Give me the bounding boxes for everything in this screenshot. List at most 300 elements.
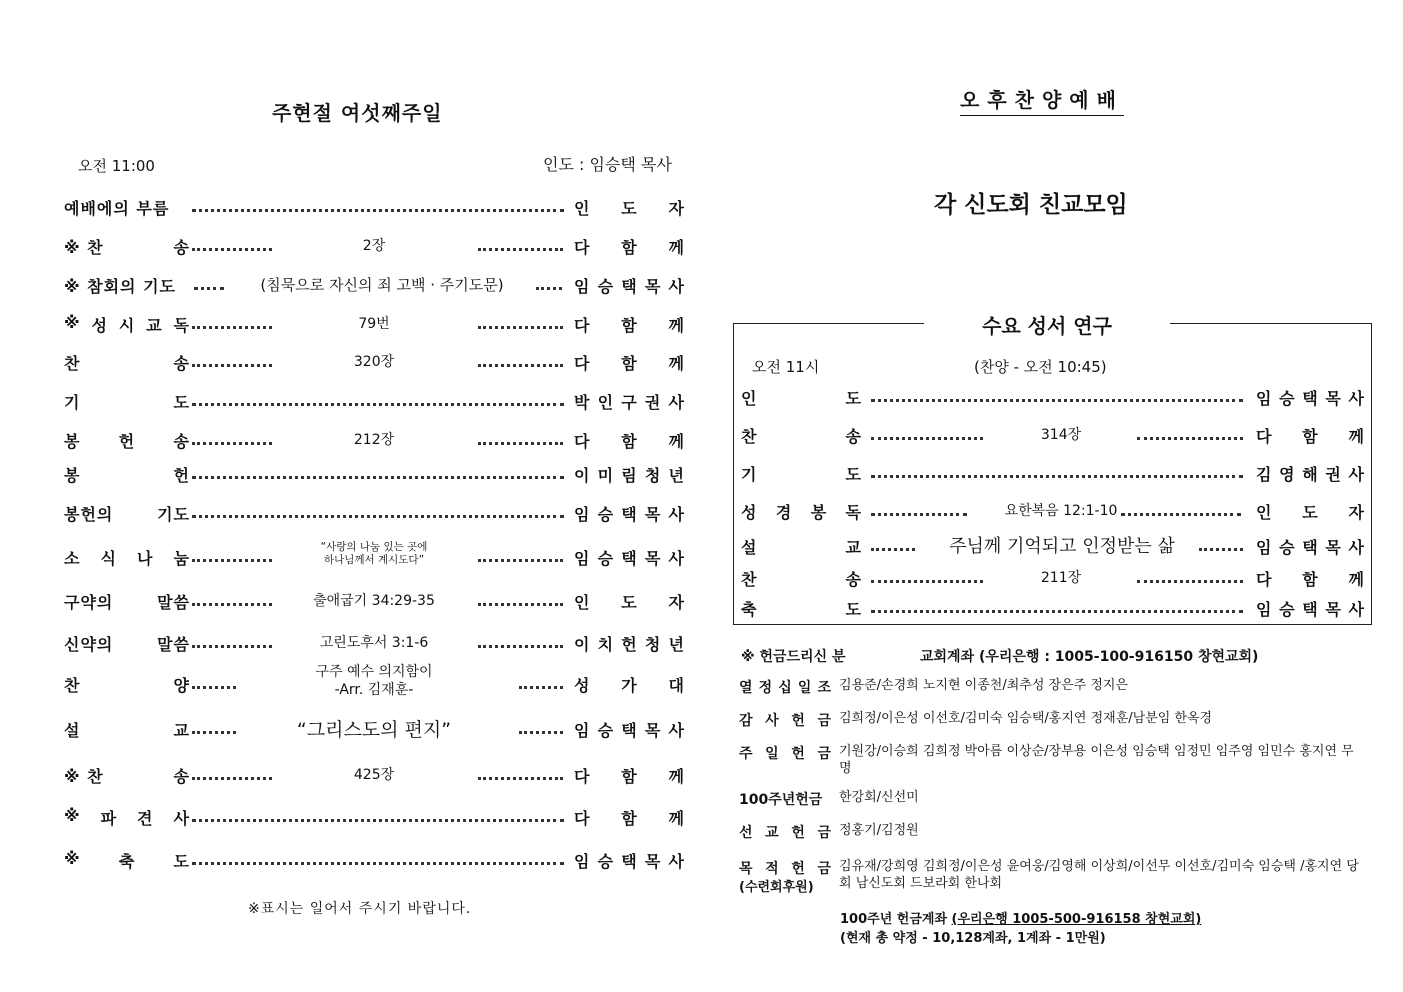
worship-row-label-part: ※ — [64, 806, 81, 825]
offering-names: 김유재/강희영 김희정/이은성 윤여웅/김영해 이상희/이선무 이선호/김미숙 임승택 /홍지연 당회 남신도회 드보라회 한나회 — [839, 859, 1359, 891]
wednesday-row-label-part: 설 — [741, 538, 757, 557]
dot-leader — [194, 287, 224, 290]
offering-label-char: 헌 — [791, 746, 805, 762]
worship-row-leader-part: 가 — [621, 676, 637, 695]
worship-row-leader — [574, 274, 684, 297]
dot-leader — [192, 603, 272, 606]
worship-row-label-part: 송 — [173, 354, 190, 373]
worship-row — [64, 764, 684, 790]
worship-row-leader-part: 인 — [574, 593, 590, 612]
dot-leader — [478, 603, 563, 606]
wednesday-row-leader-part: 임 — [1256, 389, 1272, 408]
worship-row-leader-part: 임 — [574, 505, 590, 524]
offering-names: 정홍기/김정원 — [839, 823, 919, 838]
offering-label-char: 열 — [739, 680, 753, 696]
worship-row-label — [64, 590, 190, 613]
offering-label-char: 십 — [778, 680, 792, 696]
offering-label-char: 금 — [817, 861, 831, 877]
worship-row-leader-part: 승 — [597, 277, 614, 296]
wednesday-row-leader — [1256, 386, 1364, 409]
wednesday-row-leader-part: 승 — [1279, 389, 1295, 408]
dot-leader — [478, 777, 563, 780]
dot-leader — [478, 364, 563, 367]
worship-row-leader-part: 께 — [668, 432, 684, 451]
worship-row-leader — [574, 718, 684, 741]
dot-leader — [478, 645, 563, 648]
worship-row-label-part: 봉헌의 — [64, 505, 114, 524]
worship-row-leader — [574, 806, 684, 829]
offering-names: 김희정/이은성 이선호/김미숙 임승택/홍지연 정재훈/남분임 한옥경 — [839, 711, 1213, 726]
wednesday-row-label-part: 도 — [845, 389, 861, 408]
wednesday-row — [741, 535, 1364, 561]
wednesday-row-detail: 314장 — [1040, 427, 1082, 443]
offering-label-char: 금 — [817, 713, 831, 729]
worship-row-leader-part: 택 — [621, 549, 637, 568]
worship-row-label-part: 소 — [64, 549, 81, 568]
worship-row — [64, 718, 684, 744]
worship-row-leader-part: 도 — [621, 593, 637, 612]
wednesday-row — [741, 567, 1364, 593]
offering-names: 한강회/신선미 — [839, 790, 919, 805]
offering-heading: ※ 헌금드리신 분 — [741, 649, 846, 665]
worship-row-detail: 2장 — [362, 238, 386, 254]
wednesday-row-leader-part: 께 — [1348, 427, 1364, 446]
worship-row-leader-part: 인 — [574, 199, 590, 218]
wednesday-row-leader-part: 사 — [1348, 465, 1364, 484]
wednesday-row-leader-part: 목 — [1325, 600, 1341, 619]
wednesday-row-leader-part: 사 — [1348, 538, 1364, 557]
wednesday-row-leader-part: 임 — [1256, 600, 1272, 619]
afternoon-service-title: 오후찬양예배 — [960, 84, 1124, 116]
wednesday-row-leader-part: 함 — [1302, 427, 1318, 446]
centennial-account — [840, 908, 1201, 927]
worship-row-detail: 79번 — [358, 316, 390, 332]
offering-label-char: 일 — [797, 680, 812, 696]
worship-row-leader-part: 구 — [621, 393, 637, 412]
wednesday-row-leader-part: 승 — [1279, 600, 1295, 619]
dot-leader — [192, 515, 564, 518]
dot-leader — [871, 437, 983, 440]
worship-row-label — [64, 351, 190, 374]
worship-row-label-part: ※ 찬 — [64, 238, 104, 257]
offering-label — [739, 822, 831, 842]
wednesday-row-label-part: 도 — [845, 465, 861, 484]
wednesday-study-title: 수요 성서 연구 — [924, 310, 1170, 340]
worship-row-label — [64, 235, 190, 258]
worship-row-leader-part: 다 — [574, 354, 590, 373]
wednesday-row-leader-part: 택 — [1302, 600, 1318, 619]
wednesday-row-detail: 211장 — [1040, 570, 1082, 586]
offering-label-char: 헌 — [791, 713, 805, 729]
worship-row-detail: 출애굽기 34:29-35 — [313, 593, 435, 609]
offering-label-char: 감 — [739, 713, 753, 729]
worship-row-detail-line: 하나님께서 계시도다” — [323, 554, 425, 566]
dot-leader — [1199, 548, 1243, 551]
worship-row-label-part: 파 — [100, 809, 118, 828]
worship-row-label-part: ※ — [64, 313, 81, 332]
worship-row-leader-part: 사 — [668, 721, 684, 740]
worship-row-detail: 고린도후서 3:1-6 — [319, 635, 429, 651]
dot-leader — [478, 559, 563, 562]
service-time: 오전 11:00 — [78, 157, 155, 175]
wednesday-row-leader-part: 목 — [1325, 538, 1341, 557]
worship-row-leader-part: 목 — [644, 852, 661, 871]
offering-label-char: 사 — [765, 713, 779, 729]
worship-row-leader — [574, 632, 684, 655]
worship-row-label — [64, 390, 190, 413]
dot-leader — [192, 731, 236, 734]
wednesday-row-leader-part: 김 — [1256, 465, 1272, 484]
worship-row-leader-part: 께 — [668, 238, 684, 257]
centennial-account-number: (우리은행 1005-500-916158 창현교회) — [951, 912, 1202, 927]
worship-row-leader-part: 사 — [668, 277, 684, 296]
wednesday-row-label-part: 찬 — [741, 427, 757, 446]
worship-row — [64, 196, 684, 222]
worship-row-leader-part: 이 — [574, 635, 590, 654]
pledge-status: (현재 총 약정 - 10,128계좌, 1계좌 - 1만원) — [840, 931, 1106, 946]
worship-row-detail-line: “사랑의 나눔 있는 곳에 — [320, 541, 428, 553]
worship-row-leader-part: 다 — [574, 809, 590, 828]
worship-row-leader-part: 께 — [668, 767, 684, 786]
wednesday-row-leader-part: 자 — [1348, 503, 1364, 522]
worship-row-label-part: 기 — [64, 393, 81, 412]
dot-leader — [192, 777, 272, 780]
wednesday-row-leader — [1256, 535, 1364, 558]
dot-leader — [1137, 437, 1243, 440]
dot-leader — [192, 403, 564, 406]
wednesday-row — [741, 386, 1364, 412]
offering-label-char: 금 — [817, 746, 831, 762]
worship-row-label-part: 신약의 — [64, 635, 114, 654]
worship-row-label-part: 식 — [100, 549, 117, 568]
wednesday-row-leader-part: 께 — [1348, 570, 1364, 589]
worship-row-label — [64, 673, 190, 696]
dot-leader — [478, 442, 563, 445]
worship-row-leader — [574, 764, 684, 787]
wednesday-hymn-time: (찬양 - 오전 10:45) — [974, 358, 1107, 376]
wednesday-row-leader-part: 승 — [1279, 538, 1295, 557]
wednesday-row-leader-part: 다 — [1256, 427, 1272, 446]
worship-row-label-part: 교 — [173, 721, 190, 740]
worship-row-label — [64, 764, 190, 787]
worship-row-label-part: 사 — [173, 809, 190, 828]
worship-row-label-part: 송 — [173, 238, 190, 257]
service-leader: 인도 : 임승택 목사 — [543, 155, 672, 174]
worship-row-label-part: 예배에의 부름 — [64, 199, 170, 218]
worship-row-label-part: 기도 — [157, 505, 190, 524]
worship-row-detail — [274, 541, 474, 567]
worship-row-leader-part: 승 — [597, 505, 614, 524]
worship-row-leader-part: 께 — [668, 809, 684, 828]
worship-row-leader-part: 택 — [621, 721, 637, 740]
worship-row-leader — [574, 351, 684, 374]
wednesday-row-leader — [1256, 462, 1364, 485]
worship-row-leader-part: 미 — [597, 466, 614, 485]
wednesday-row-detail: 주님께 기억되고 인정받는 삶 — [949, 536, 1175, 557]
standing-note: ※표시는 일어서 주시기 바랍니다. — [248, 901, 472, 917]
dot-leader — [519, 731, 563, 734]
worship-row-leader-part: 권 — [644, 393, 661, 412]
wednesday-row-label-part: 봉 — [810, 503, 827, 522]
worship-row-leader-part: 임 — [574, 852, 590, 871]
offering-label-char: 조 — [817, 680, 831, 696]
offering-label-char: 주 — [739, 746, 753, 762]
worship-row-leader — [574, 463, 684, 486]
offering-label-char: 교 — [765, 825, 779, 841]
dot-leader — [871, 580, 983, 583]
wednesday-row-label-part: 독 — [845, 503, 861, 522]
wednesday-row — [741, 424, 1364, 450]
worship-row-label — [64, 718, 190, 741]
dot-leader — [192, 209, 564, 212]
worship-row-label — [64, 274, 190, 297]
offering-label-char: 헌 — [791, 825, 805, 841]
worship-row-leader-part: 택 — [621, 277, 637, 296]
worship-row-leader — [574, 849, 684, 872]
dot-leader — [1137, 580, 1243, 583]
worship-row-leader — [574, 196, 684, 219]
worship-row-detail-line: -Arr. 김재훈- — [334, 682, 414, 698]
wednesday-row-leader-part: 목 — [1325, 389, 1341, 408]
worship-row-leader — [574, 546, 684, 569]
dot-leader — [192, 645, 272, 648]
worship-row-label-part: 눔 — [173, 549, 190, 568]
worship-row-label-part: 송 — [173, 767, 190, 786]
worship-row-leader-part: 사 — [668, 505, 684, 524]
wednesday-row-label-part: 송 — [845, 427, 861, 446]
dot-leader — [871, 548, 915, 551]
offering-account: 교회계좌 (우리은행 : 1005-100-916150 창현교회) — [920, 649, 1259, 665]
worship-row-detail: 320장 — [353, 354, 395, 370]
wednesday-row-leader — [1256, 500, 1364, 523]
worship-row-leader-part: 승 — [597, 852, 614, 871]
worship-row-label-part: 설 — [64, 721, 81, 740]
worship-row-leader-part: 청 — [644, 466, 661, 485]
worship-row-label — [64, 502, 190, 525]
worship-row-leader-part: 사 — [668, 852, 684, 871]
fellowship-subtitle: 각 신도회 친교모임 — [934, 192, 1128, 218]
wednesday-row-leader-part: 인 — [1256, 503, 1272, 522]
wednesday-row-leader-part: 해 — [1302, 465, 1318, 484]
worship-row-label-part: 축 — [118, 852, 136, 871]
worship-row-leader-part: 함 — [621, 354, 637, 373]
worship-row-label-part: 도 — [173, 393, 190, 412]
dot-leader — [871, 399, 1243, 402]
worship-row — [64, 849, 684, 875]
wednesday-row-label-part: 경 — [775, 503, 792, 522]
worship-row-leader-part: 께 — [668, 354, 684, 373]
worship-row-leader-part: 자 — [668, 593, 684, 612]
worship-row — [64, 590, 684, 616]
worship-row-label — [64, 313, 190, 336]
dot-leader — [871, 610, 1243, 613]
dot-leader — [519, 686, 563, 689]
worship-row-label-part: ※ 참회의 기도 — [64, 277, 176, 296]
offering-names: 기원강/이승희 김희정 박아름 이상순/장부용 이은성 임승택 임정민 임주영 임민수 홍지연 무명 — [839, 744, 1354, 776]
dot-leader — [871, 513, 967, 516]
worship-row-detail-line: 구주 예수 의지함이 — [315, 664, 433, 680]
worship-row-leader-part: 임 — [574, 277, 590, 296]
dot-leader — [478, 326, 563, 329]
worship-row-label-part: 성 — [91, 316, 108, 335]
worship-row — [64, 235, 684, 261]
worship-row-leader — [574, 502, 684, 525]
service-title: 주현절 여섯째주일 — [272, 101, 443, 125]
worship-row-leader-part: 함 — [621, 238, 637, 257]
wednesday-row-label — [741, 597, 861, 620]
worship-row — [64, 664, 684, 699]
worship-row-leader-part: 이 — [574, 466, 590, 485]
wednesday-time: 오전 11시 — [752, 358, 820, 376]
dot-leader — [478, 248, 563, 251]
worship-row-leader-part: 다 — [574, 238, 590, 257]
worship-row-leader-part: 성 — [574, 676, 590, 695]
wednesday-row-detail: 요한복음 12:1-10 — [1004, 503, 1118, 519]
worship-row-leader-part: 도 — [621, 199, 637, 218]
worship-row-leader-part: 다 — [574, 767, 590, 786]
wednesday-row-leader-part: 함 — [1302, 570, 1318, 589]
worship-row-leader-part: 목 — [644, 721, 661, 740]
worship-row-label-part: 도 — [173, 852, 190, 871]
wednesday-row-leader-part: 택 — [1302, 538, 1318, 557]
worship-row-detail: 425장 — [353, 767, 395, 783]
worship-row-label — [64, 849, 190, 872]
worship-row-label — [64, 429, 190, 452]
wednesday-row-leader — [1256, 424, 1364, 447]
wednesday-row-leader — [1256, 567, 1364, 590]
wednesday-row — [741, 597, 1364, 623]
wednesday-row-label-part: 송 — [845, 570, 861, 589]
worship-row — [64, 390, 684, 416]
worship-row-leader-part: 승 — [597, 721, 614, 740]
wednesday-row-label-part: 도 — [845, 600, 861, 619]
worship-row — [64, 502, 684, 528]
worship-row-leader-part: 택 — [621, 852, 637, 871]
wednesday-row-label — [741, 386, 861, 409]
offering-sublabel: (수련회후원) — [739, 880, 814, 895]
worship-row-leader-part: 다 — [574, 432, 590, 451]
dot-leader — [192, 248, 272, 251]
wednesday-row — [741, 500, 1364, 526]
worship-row-label-part: 양 — [173, 676, 190, 695]
offering-label: 100주년헌금 — [739, 792, 823, 808]
dot-leader — [192, 819, 564, 822]
worship-row-leader — [574, 313, 684, 336]
dot-leader — [192, 326, 272, 329]
offering-label — [739, 710, 831, 730]
offering-label-char: 선 — [739, 825, 753, 841]
worship-row-leader-part: 승 — [597, 549, 614, 568]
dot-leader — [871, 475, 1243, 478]
worship-row-label-part: 교 — [146, 316, 163, 335]
worship-row-label — [64, 546, 190, 569]
dot-leader — [192, 442, 272, 445]
wednesday-row-label-part: 인 — [741, 389, 757, 408]
wednesday-row-leader — [1256, 597, 1364, 620]
worship-row-leader-part: 함 — [621, 432, 637, 451]
worship-row-label-part: ※ — [64, 849, 81, 868]
wednesday-row-leader-part: 사 — [1348, 389, 1364, 408]
worship-row-leader-part: 택 — [621, 505, 637, 524]
worship-row-leader-part: 림 — [621, 466, 637, 485]
dot-leader — [536, 287, 562, 290]
worship-row — [64, 429, 684, 455]
wednesday-row-leader-part: 다 — [1256, 570, 1272, 589]
worship-row — [64, 463, 684, 489]
wednesday-row-leader-part: 권 — [1325, 465, 1341, 484]
worship-row-label — [64, 463, 190, 486]
worship-row-leader-part: 년 — [668, 635, 684, 654]
offering-label-char: 목 — [739, 861, 753, 877]
worship-row-leader — [574, 590, 684, 613]
offering-label-char: 정 — [758, 680, 773, 696]
worship-row-label-part: 견 — [137, 809, 154, 828]
wednesday-row-label — [741, 535, 861, 558]
worship-row-label — [64, 196, 190, 219]
wednesday-row-label-part: 교 — [845, 538, 861, 557]
offering-label — [739, 858, 831, 878]
worship-row-label-part: 찬 — [64, 354, 81, 373]
offering-label-char: 금 — [817, 825, 831, 841]
worship-row-leader-part: 께 — [668, 316, 684, 335]
worship-row-detail: “그리스도의 편지” — [296, 719, 452, 741]
worship-row-leader-part: 목 — [644, 505, 661, 524]
offering-label — [739, 677, 831, 697]
worship-row-leader — [574, 673, 684, 696]
worship-row-detail — [274, 663, 474, 699]
worship-row-label — [64, 806, 190, 829]
worship-row-label-part: 송 — [173, 432, 190, 451]
wednesday-row-leader-part: 사 — [1348, 600, 1364, 619]
worship-row-leader — [574, 390, 684, 413]
worship-row-leader-part: 사 — [668, 549, 684, 568]
worship-row — [64, 313, 684, 339]
worship-row-label-part: 말씀 — [157, 593, 190, 612]
worship-row-leader-part: 자 — [668, 199, 684, 218]
wednesday-row-label-part: 성 — [741, 503, 757, 522]
worship-row-label-part: 말씀 — [157, 635, 190, 654]
worship-row — [64, 274, 684, 300]
worship-row-leader — [574, 429, 684, 452]
dot-leader — [192, 559, 272, 562]
worship-row-label-part: 구약의 — [64, 593, 114, 612]
worship-row-leader-part: 임 — [574, 721, 590, 740]
worship-row-leader-part: 목 — [644, 549, 661, 568]
worship-row-label-part: 봉 — [64, 466, 81, 485]
worship-row-detail: (침묵으로 자신의 죄 고백 · 주기도문) — [260, 276, 504, 294]
wednesday-row-label-part: 찬 — [741, 570, 757, 589]
worship-row — [64, 351, 684, 377]
wednesday-row — [741, 462, 1364, 488]
worship-row-label — [64, 632, 190, 655]
wednesday-row-leader-part: 영 — [1279, 465, 1295, 484]
wednesday-row-leader-part: 임 — [1256, 538, 1272, 557]
offering-names: 김용준/손경희 노지현 이종천/최추성 장은주 정지은 — [839, 678, 1129, 693]
worship-row-leader-part: 대 — [668, 676, 684, 695]
offering-label-char: 헌 — [791, 861, 805, 877]
offering-label-char: 적 — [765, 861, 779, 877]
dot-leader — [192, 862, 564, 865]
worship-row-leader-part: 함 — [621, 809, 637, 828]
worship-row-leader-part: 치 — [597, 635, 614, 654]
worship-row-leader-part: 사 — [668, 393, 684, 412]
offering-label-char: 일 — [765, 746, 779, 762]
worship-row-leader-part: 함 — [621, 316, 637, 335]
worship-row-leader-part: 임 — [574, 549, 590, 568]
worship-row-label-part: 시 — [118, 316, 136, 335]
worship-row-leader-part: 목 — [644, 277, 661, 296]
wednesday-row-label — [741, 462, 861, 485]
